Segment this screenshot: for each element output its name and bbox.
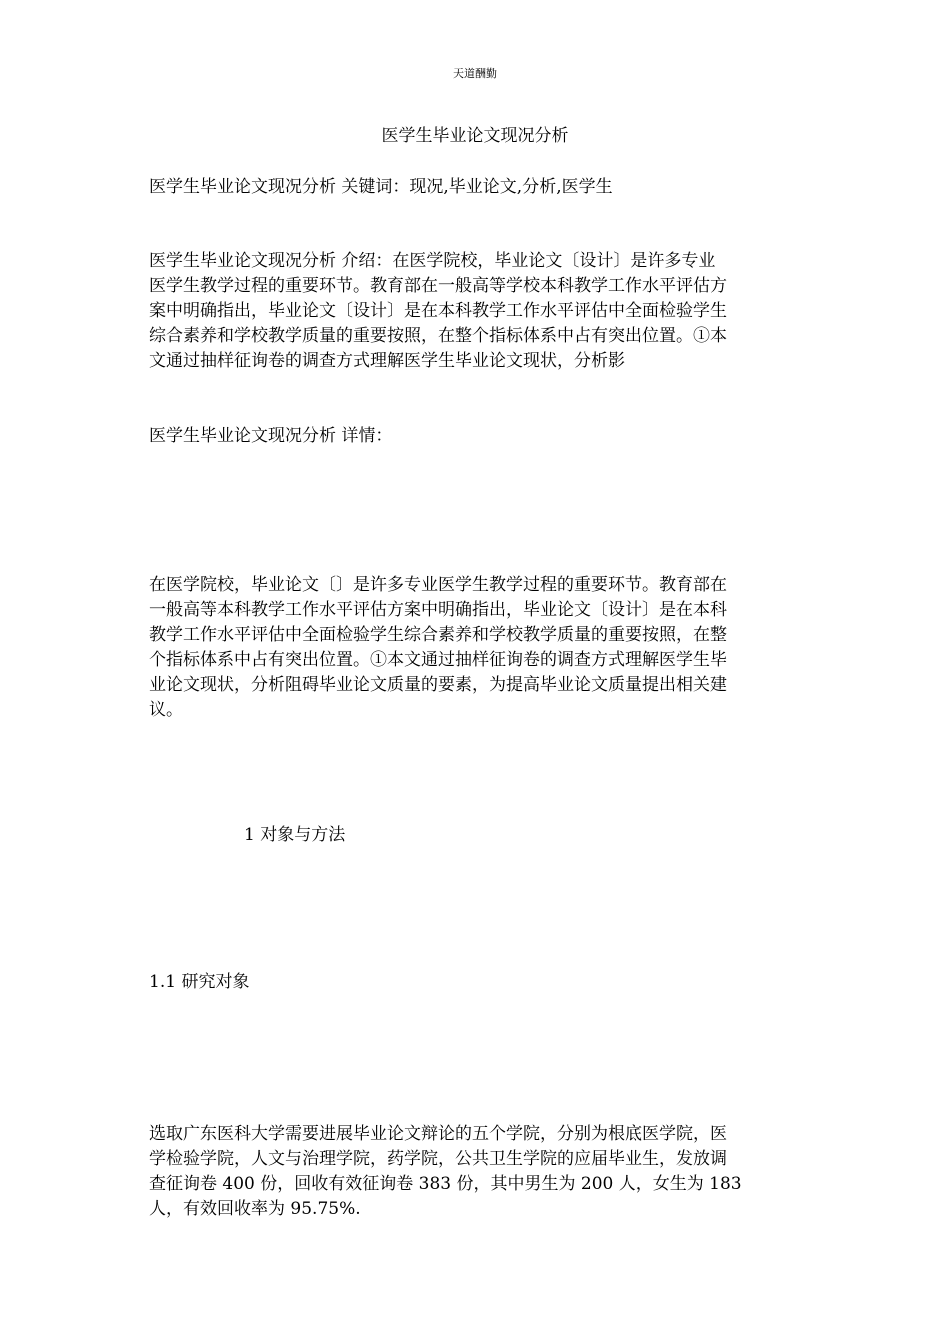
section-heading-text: 1 对象与方法 [244,825,346,845]
body-line: 一般高等本科教学工作水平评估方案中明确指出，毕业论文〔设计〕是在本科 [149,600,727,620]
page-header: 天道酬勤 [453,67,497,80]
keywords-line [149,175,801,200]
details-text: 医学生毕业论文现况分析 详情： [149,426,393,446]
section-heading-1-1 [149,970,801,995]
document-title: 医学生毕业论文现况分析 [381,126,569,146]
intro-line: 综合素养和学校教学质量的重要按照，在整个指标体系中占有突出位置。①本 [149,326,727,346]
body-line: 在医学院校，毕业论文〔〕是许多专业医学生教学过程的重要环节。教育部在 [149,575,727,595]
section-heading-1 [244,823,896,848]
intro-paragraph [149,249,801,374]
section-heading-text: 1.1 研究对象 [149,972,250,992]
body-paragraph-1 [149,573,801,723]
intro-line: 文通过抽样征询卷的调查方式理解医学生毕业论文现状，分析影 [149,351,625,371]
body-line: 查征询卷 400 份，回收有效征询卷 383 份，其中男生为 200 人，女生为 183 [149,1174,742,1194]
keywords-text: 医学生毕业论文现况分析 关键词：现况,毕业论文,分析,医学生 [149,177,613,197]
intro-line: 医学生教学过程的重要环节。教育部在一般高等学校本科教学工作水平评估方 [149,276,727,296]
body-paragraph-2 [149,1122,801,1222]
body-line: 学检验学院，人文与治理学院，药学院，公共卫生学院的应届毕业生，发放调 [149,1149,727,1169]
body-line: 议。 [149,700,183,720]
intro-line: 医学生毕业论文现况分析 介绍：在医学院校，毕业论文〔设计〕是许多专业 [149,251,716,271]
intro-line: 案中明确指出，毕业论文〔设计〕是在本科教学工作水平评估中全面检验学生 [149,301,727,321]
body-line: 人，有效回收率为 95.75%. [149,1199,361,1219]
body-line: 业论文现状，分析阻碍毕业论文质量的要素，为提高毕业论文质量提出相关建 [149,675,727,695]
details-line [149,424,801,449]
body-line: 选取广东医科大学需要进展毕业论文辩论的五个学院，分别为根底医学院，医 [149,1124,727,1144]
body-line: 个指标体系中占有突出位置。①本文通过抽样征询卷的调查方式理解医学生毕 [149,650,727,670]
body-line: 教学工作水平评估中全面检验学生综合素养和学校教学质量的重要按照，在整 [149,625,727,645]
